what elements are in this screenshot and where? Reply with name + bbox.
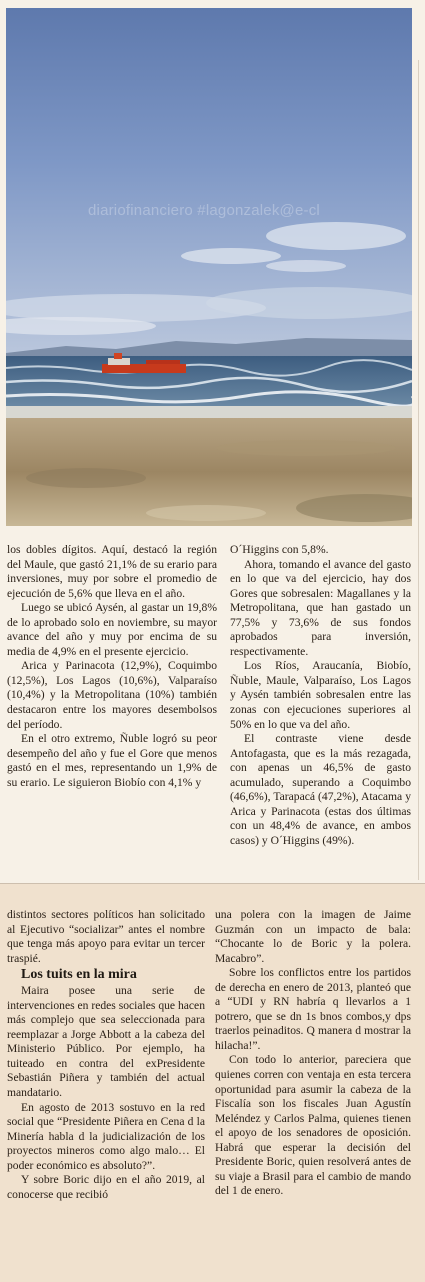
paragraph: los dobles dígitos. Aquí, destacó la región del Maule, que gastó 21,1% de su erario para inversiones, muy por sobre el promedio de ejecución de 5,6% que lleva en el año. — [7, 543, 217, 600]
paragraph: Arica y Parinacota (12,9%), Coquimbo (12,5%), Los Lagos (10,6%), Valparaíso (10,4%) y la Metropolitana (10%) también destacaron entre los mayores desembolsos del período. — [7, 659, 217, 731]
page-edge-line — [418, 60, 419, 880]
paragraph: Ahora, tomando el avance del gasto en lo que va del ejercicio, hay dos Gores que sobresalen: Magallanes y la Metropolitana, que han gastado un 77,5% y 73,6% de sus fondos aprobados para inversión, respectivamente. — [230, 557, 411, 658]
paragraph: El contraste viene desde Antofagasta, que es la más rezagada, con apenas un 46,5% de gasto acumulado, superando a Coquimbo (46,6%), Tarapacá (47,2%), Atacama y Arica y Parinacota (estas dos últimas con un 48,4% de avance, en ambos casos) y O´Higgins (49%). — [230, 732, 411, 847]
paragraph: Luego se ubicó Aysén, al gastar un 19,8% de lo aprobado solo en noviembre, su mayor avance del año y muy por encima de su media de 4,9% en el presente ejercicio. — [7, 601, 217, 658]
article-bottom-left-column — [7, 908, 205, 1202]
paragraph: Con todo lo anterior, pareciera que quienes corren con ventaja en esta tercera oportunidad para asumir la cabeza de la Fiscalía son los fiscales Juan Agustín Meléndez y Carlos Palma, quienes tienen el apoyo de los senadores de oposición. Habrá que esperar la decisión del Presidente Boric, quien resolverá antes de su viaje a Brasil para el cambio de mando del 1 de enero. — [215, 1053, 411, 1198]
paragraph: una polera con la imagen de Jaime Guzmán con un impacto de bala: “Chocante lo de Boric y la polera. Macabro”. — [215, 908, 411, 965]
subheading: Los tuits en la mira — [21, 967, 137, 983]
paragraph: Los Ríos, Araucanía, Biobío, Ñuble, Maule, Valparaíso, Los Lagos y Aysén también sobresalen entre las zonas con ejecuciones superiores al 50% en lo que va del año. — [230, 659, 411, 731]
article-photo — [6, 8, 412, 526]
paragraph: En agosto de 2013 sostuvo en la red social que “Presidente Piñera en Cena d la Minería habla d la judicialización de los proyectos mineros como algo malo… El poder económico es absoluto?”. — [7, 1100, 205, 1172]
paragraph: O´Higgins con 5,8%. — [230, 543, 329, 556]
paragraph: En el otro extremo, Ñuble logró su peor desempeño del año y fue el Gore que menos gastó en el mes, representando un 1,9% de su erario. Le siguieron Biobío con 4,1% y — [7, 732, 217, 789]
article-top-right-column — [230, 543, 411, 848]
article-bottom-right-column — [215, 908, 411, 1199]
paragraph: Maira posee una serie de intervenciones en redes sociales que hacen más complejo que sea seleccionada para reemplazar a Jorge Abbott a la cabeza del Ministerio Público. Por ejemplo, ha tuiteado en contra del exPresidente Sebastián Piñera y también del actual mandatario. — [7, 984, 205, 1100]
watermark: diariofinanciero #lagonzalek@e-cl — [88, 202, 320, 219]
paragraph: Sobre los conflictos entre los partidos de derecha en enero de 2013, planteó que a “UDI y RN habría q llevarlos a 1 potrero, que se dn 1s bnos combos,y dps traerlos peinaditos. Q manera d mostrar la hilacha!”. — [215, 966, 411, 1052]
article-top-left-column — [7, 543, 217, 790]
paragraph: Y sobre Boric dijo en el año 2019, al conocerse que recibió — [7, 1173, 205, 1201]
landscape-photo-icon — [6, 8, 412, 526]
paragraph: distintos sectores políticos han solicitado al Ejecutivo “socializar” antes el nombre que tenga más apoyo para evitar un tercer traspié. — [7, 908, 205, 965]
